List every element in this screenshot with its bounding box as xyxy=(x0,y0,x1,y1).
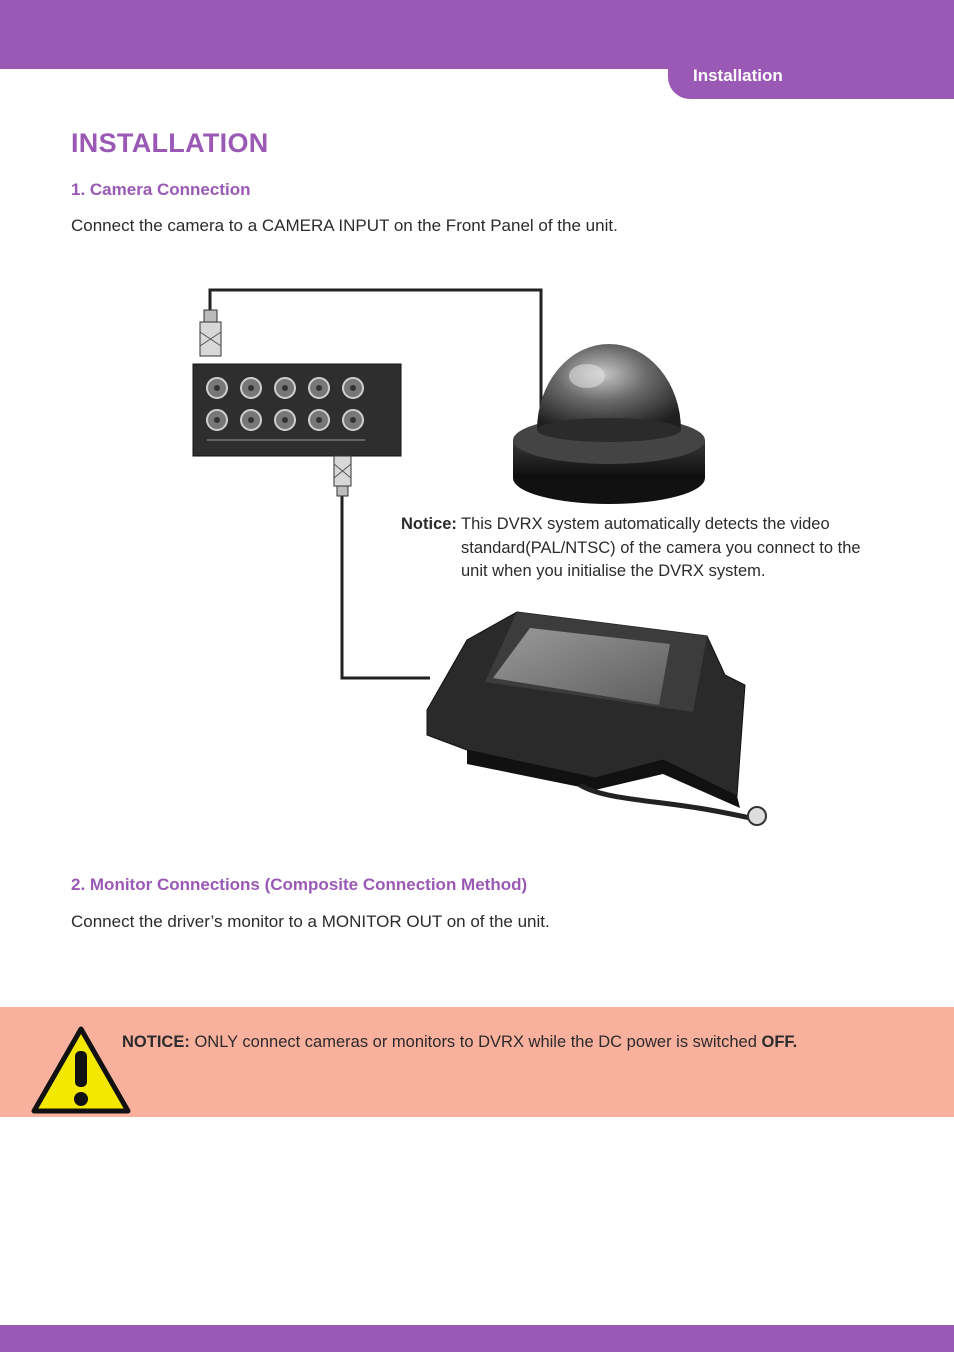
notice-block xyxy=(401,513,871,584)
camera-connection-text: Connect the camera to a CAMERA INPUT on the Front Panel of the unit. xyxy=(71,216,618,235)
monitor-connections-heading: 2. Monitor Connections (Composite Connection Method) xyxy=(71,875,528,894)
notice-text: This DVRX system automatically detects the video standard(PAL/NTSC) of the camera you connect to the unit when you initialise the DVRX system. xyxy=(461,515,861,580)
warning-box xyxy=(0,1007,954,1117)
dvr-front-panel xyxy=(193,364,401,456)
monitor-connections-text: Connect the driver’s monitor to a MONITOR OUT on of the unit. xyxy=(71,912,550,931)
warning-message: ONLY connect cameras or monitors to DVRX while the DC power is switched xyxy=(194,1033,757,1051)
section-tab: Installation xyxy=(668,58,954,99)
bottom-bar xyxy=(0,1325,954,1352)
page-title: INSTALLATION xyxy=(71,128,269,158)
bnc-connector-top xyxy=(200,310,221,356)
warning-triangle-icon xyxy=(30,1025,132,1117)
notice-label: Notice: xyxy=(401,515,457,533)
bnc-connector-bottom xyxy=(334,456,351,496)
camera-connection-heading: 1. Camera Connection xyxy=(71,180,251,199)
lcd-monitor xyxy=(427,612,766,825)
warning-text xyxy=(122,1033,797,1052)
warning-emphasis: OFF. xyxy=(761,1033,798,1051)
warning-label: NOTICE: xyxy=(122,1033,190,1051)
